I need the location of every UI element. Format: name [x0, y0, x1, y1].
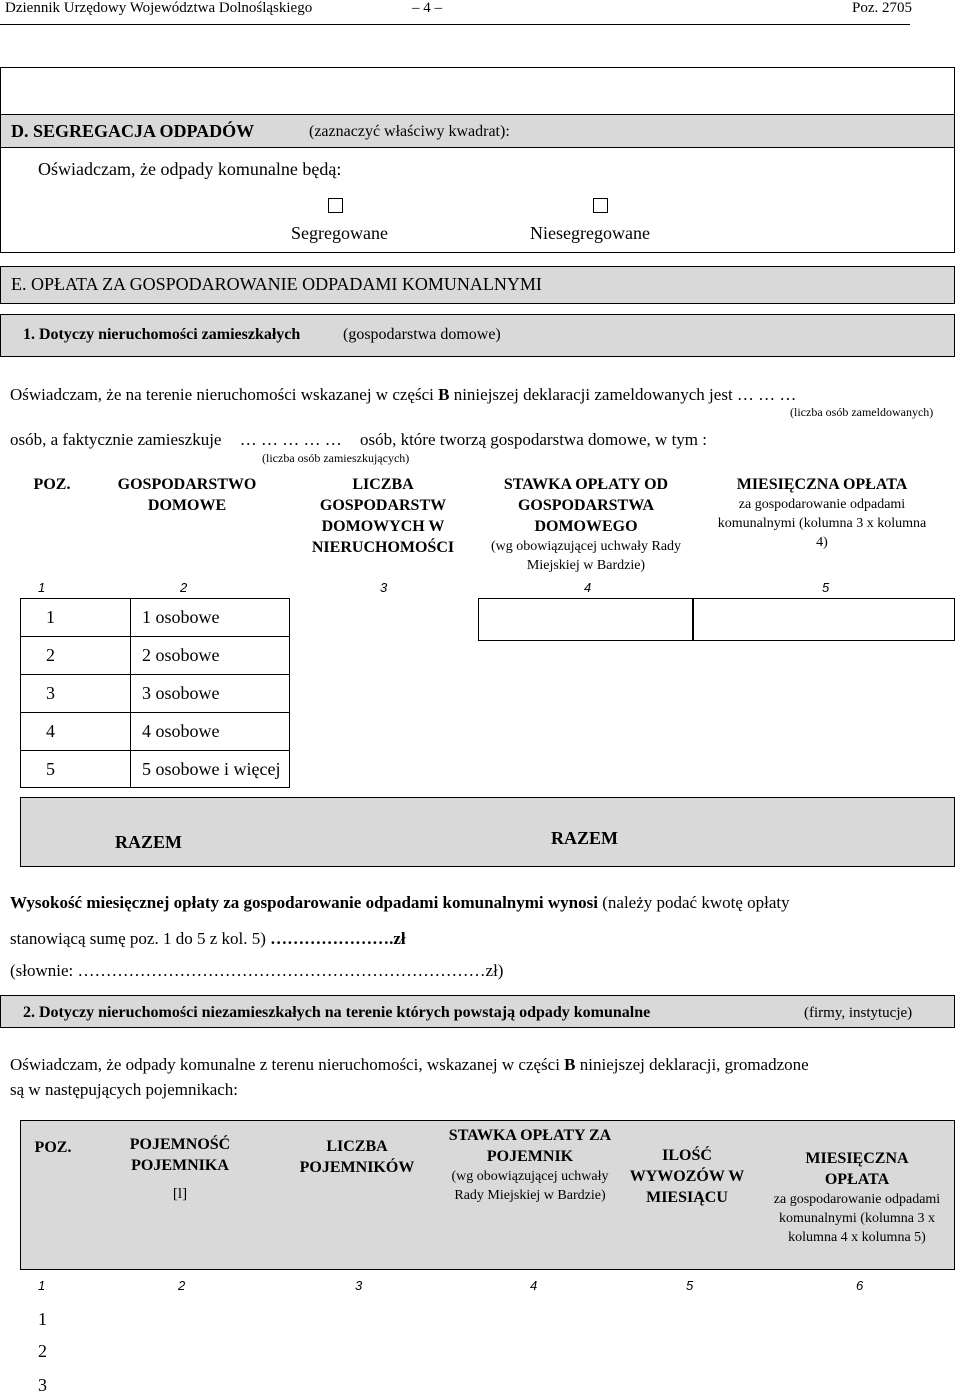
t1-row-line: [20, 636, 290, 637]
section-d-note: (zaznaczyć właściwy kwadrat):: [309, 123, 510, 140]
journal-title: Dziennik Urzędowy Województwa Dolnośląskiego: [5, 0, 313, 16]
t1-row-line: [20, 674, 290, 675]
resident-count-field[interactable]: … … … … …: [239, 430, 342, 449]
section-2-title-bar: [0, 995, 955, 1028]
line2-text: osób, a faktycznie zamieszkuje: [10, 430, 222, 449]
t1-row3-label: 3 osobowe: [142, 683, 220, 703]
amount-in-words-field[interactable]: (słownie: ………………………………………………………………zł): [10, 961, 504, 980]
t1-colnum-4: 4: [584, 580, 592, 595]
section-2-title: 2. Dotyczy nieruchomości niezamieszkałych na terenie których powstają odpady komunalne: [23, 1004, 651, 1021]
section-e1-title-bar: [0, 314, 955, 357]
t1-row5-label: 5 osobowe i więcej: [142, 759, 281, 779]
section-e1-title: 1. Dotyczy nieruchomości zamieszkałych: [23, 326, 301, 343]
t1-row3-poz: 3: [46, 683, 55, 703]
t1-row1-poz: 1: [46, 607, 55, 627]
t1-row1-label: 1 osobowe: [142, 607, 220, 627]
t2-colnum-2: 2: [178, 1278, 186, 1293]
t1-row2-poz: 2: [46, 645, 55, 665]
section-d-title: D. SEGREGACJA ODPADÓW: [11, 121, 255, 141]
t1-row4-label: 4 osobowe: [142, 721, 220, 741]
t1-header-monthly-note: za gospodarowanie odpadami komunalnymi (kolumna 3 x kolumna 4): [717, 497, 927, 550]
t1-header-rate-title: STAWKA OPŁATY OD GOSPODARSTWA DOMOWEGO: [503, 476, 669, 535]
t2-colnum-4: 4: [530, 1278, 538, 1293]
t2-header-rate: [445, 1125, 615, 1205]
t1-row5-poz: 5: [46, 759, 55, 779]
t2-colnum-5: 5: [686, 1278, 694, 1293]
t1-monthly-cell[interactable]: [693, 598, 955, 641]
t2-header-pickups: ILOŚĆ WYWOZÓW W MIESIĄCU: [629, 1147, 745, 1206]
t1-col-divider: [130, 598, 131, 788]
t1-header-household: GOSPODARSTWO DOMOWE: [117, 476, 257, 514]
page-number: – 4 –: [412, 0, 442, 16]
line2-end: osób, które tworzą gospodarstwa domowe, w tym :: [359, 430, 707, 449]
t2-row1-poz: 1: [38, 1309, 47, 1329]
section-2-note: (firmy, instytucje): [804, 1005, 913, 1021]
unsegregated-checkbox[interactable]: [593, 198, 608, 213]
option-segregated: Segregowane: [291, 223, 388, 243]
section-2-statement-cont: są w następujących pojemnikach:: [10, 1080, 239, 1099]
resident-hint: (liczba osób zamieszkujących): [262, 451, 410, 465]
line1-bold: B: [438, 385, 450, 404]
t2-header-monthly-title: MIESIĘCZNA OPŁATA: [805, 1150, 909, 1188]
t1-colnum-1: 1: [38, 580, 46, 595]
t1-row-line: [20, 712, 290, 713]
registered-persons-line: [10, 385, 796, 405]
summary-line-1: [10, 893, 790, 913]
section-e-title-bar: [0, 266, 955, 304]
segregated-checkbox[interactable]: [328, 198, 343, 213]
t1-total-right: RAZEM: [551, 828, 618, 848]
t1-total-left: RAZEM: [115, 832, 182, 852]
s2-statement-a: Oświadczam, że odpady komunalne z terenu nieruchomości, wskazanej w części: [10, 1055, 560, 1074]
s2-statement-b: niniejszej deklaracji, gromadzone: [579, 1055, 809, 1074]
t2-header-count: LICZBA POJEMNIKÓW: [299, 1138, 415, 1176]
t2-header-capacity-title: POJEMNOŚĆ POJEMNIKA: [129, 1136, 231, 1174]
t1-row4-poz: 4: [46, 721, 55, 741]
t1-total-bar: [20, 797, 955, 867]
amount-field[interactable]: ………………….zł: [270, 929, 406, 948]
position-number: Poz. 2705: [852, 0, 912, 16]
resident-persons-line: [10, 430, 707, 450]
t2-header-capacity: [105, 1134, 255, 1205]
t2-colnum-6: 6: [856, 1278, 864, 1293]
t1-header-count: LICZBA GOSPODARSTW DOMOWYCH W NIERUCHOMOŚCI: [311, 476, 455, 556]
t1-colnum-2: 2: [180, 580, 188, 595]
t2-header-monthly-note: za gospodarowanie odpadami komunalnymi (kolumna 3 x kolumna 4 x kolumna 5): [773, 1192, 941, 1245]
registered-count-field[interactable]: … … …: [736, 385, 797, 404]
t1-row-line: [20, 750, 290, 751]
section-e1-note: (gospodarstwa domowe): [343, 326, 501, 343]
s2-statement-bold: B: [564, 1055, 576, 1074]
summary-bold: Wysokość miesięcznej opłaty za gospodarowanie odpadami komunalnymi wynosi: [10, 893, 598, 912]
section-e-title: E. OPŁATA ZA GOSPODAROWANIE ODPADAMI KOMUNALNYMI: [11, 274, 542, 294]
line1-end: niniejszej deklaracji zameldowanych jest: [453, 385, 733, 404]
t1-rate-cell[interactable]: [478, 598, 693, 641]
summary-line2-text: stanowiącą sumę poz. 1 do 5 z kol. 5): [10, 929, 266, 948]
t2-header-rate-note: (wg obowiązującej uchwały Rady Miejskiej w Bardzie): [451, 1169, 609, 1203]
t2-header-rate-title: STAWKA OPŁATY ZA POJEMNIK: [448, 1127, 612, 1165]
t2-colnum-3: 3: [355, 1278, 363, 1293]
t1-header-monthly: [712, 474, 932, 552]
section-2-statement: [10, 1055, 809, 1075]
t2-row2-poz: 2: [38, 1341, 47, 1361]
t2-header-capacity-unit: [l]: [172, 1186, 188, 1202]
section-d-statement: Oświadczam, że odpady komunalne będą:: [38, 159, 342, 179]
t2-header-monthly: [772, 1148, 942, 1247]
header-rule: [0, 24, 910, 25]
summary-rest: (należy podać kwotę opłaty: [602, 893, 790, 912]
t1-colnum-5: 5: [822, 580, 830, 595]
t2-colnum-1: 1: [38, 1278, 46, 1293]
t1-header-poz: POZ.: [33, 476, 71, 493]
t2-row3-poz: 3: [38, 1375, 47, 1395]
registered-hint: (liczba osób zameldowanych): [790, 405, 934, 419]
t1-header-rate: [488, 474, 684, 575]
t1-header-monthly-title: MIESIĘCZNA OPŁATA: [736, 476, 908, 493]
section-d-title-bar: [0, 114, 955, 148]
summary-line-2: [10, 929, 406, 949]
t1-row2-label: 2 osobowe: [142, 645, 220, 665]
option-unsegregated: Niesegregowane: [530, 223, 650, 243]
line1-text: Oświadczam, że na terenie nieruchomości wskazanej w części: [10, 385, 434, 404]
t1-header-rate-note: (wg obowiązującej uchwały Rady Miejskiej w Bardzie): [490, 539, 682, 573]
t1-colnum-3: 3: [380, 580, 388, 595]
t2-header-poz: POZ.: [34, 1139, 72, 1156]
